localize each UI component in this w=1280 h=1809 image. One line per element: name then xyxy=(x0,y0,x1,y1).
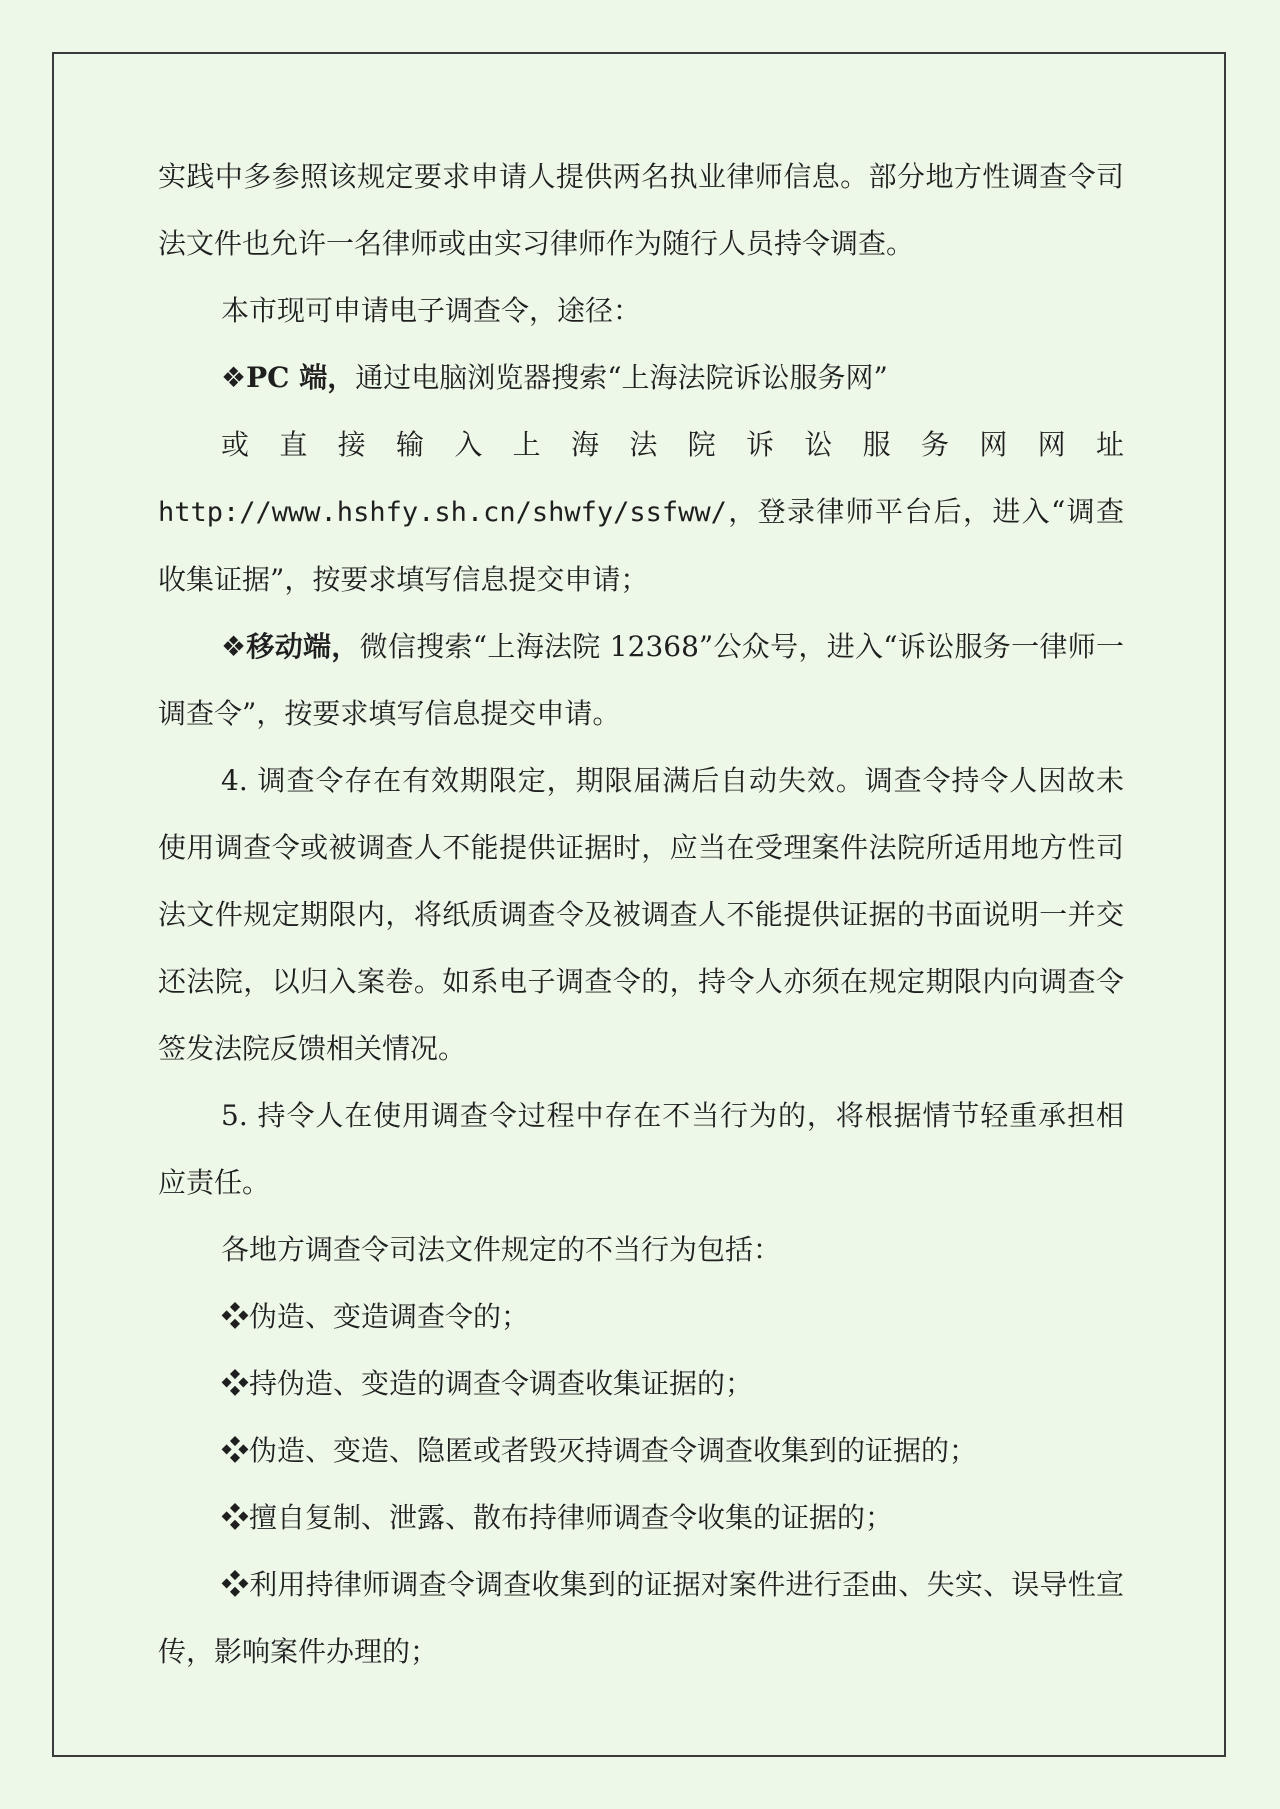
mobile-label: 移动端， xyxy=(246,630,360,663)
bullet-icon: ❖ xyxy=(221,1501,250,1534)
bullet-icon: ❖ xyxy=(221,1434,250,1467)
list-item-misconduct: ❖擅自复制、泄露、散布持律师调查令收集的证据的； xyxy=(221,1501,894,1534)
pc-label: PC 端， xyxy=(246,361,356,394)
court-url: http://www.hshfy.sh.cn/shwfy/ssfww/ xyxy=(158,497,727,528)
list-item-misconduct: ❖持伪造、变造的调查令调查收集证据的； xyxy=(221,1367,754,1400)
paragraph-misconduct-intro: 各地方调查令司法文件规定的不当行为包括： xyxy=(221,1233,782,1266)
pc-continuation: 或直接输入上海法院诉讼服务网网址 xyxy=(221,428,1124,461)
pc-url-line xyxy=(158,478,1124,613)
bullet-icon: ❖ xyxy=(221,361,247,394)
list-item-misconduct: ❖伪造、变造、隐匿或者毁灭持调查令调查收集到的证据的； xyxy=(221,1434,978,1467)
pc-text: 通过电脑浏览器搜索“上海法院诉讼服务网” xyxy=(355,361,888,394)
document-body xyxy=(158,143,1124,1685)
bullet-icon: ❖ xyxy=(221,1568,250,1601)
list-item-misconduct: ❖伪造、变造调查令的； xyxy=(221,1300,530,1333)
mobile-text: 微信搜索“上海法院 12368”公众号，进入“诉讼服务一律师一调查令”，按要求填写信息提交申请。 xyxy=(158,630,1124,730)
item-mobile xyxy=(158,613,1124,747)
bullet-icon: ❖ xyxy=(221,1300,250,1333)
paragraph-5: 5. 持令人在使用调查令过程中存在不当行为的，将根据情节轻重承担相应责任。 xyxy=(158,1099,1124,1199)
bullet-icon: ❖ xyxy=(221,630,247,663)
paragraph-lawyer-info: 实践中多参照该规定要求申请人提供两名执业律师信息。部分地方性调查令司法文件也允许一名律师或由实习律师作为随行人员持令调查。 xyxy=(158,160,1124,260)
list-item-misconduct: ❖利用持律师调查令调查收集到的证据对案件进行歪曲、失实、误导性宣传，影响案件办理的； xyxy=(158,1568,1124,1668)
pc-continuation-2: ，登录律师平台后，进入“调查收集证据”，按要求填写信息提交申请； xyxy=(158,495,1124,596)
bullet-icon: ❖ xyxy=(221,1367,250,1400)
item-pc xyxy=(158,344,1124,411)
paragraph-4: 4. 调查令存在有效期限定，期限届满后自动失效。调查令持令人因故未使用调查令或被调查人不能提供证据时，应当在受理案件法院所适用地方性司法文件规定期限内，将纸质调查令及被调查人不能提供证据的书面说明一并交还法院，以归入案卷。如系电子调查令的，持令人亦须在规定期限内向调查令签发法院反馈相关情况。 xyxy=(158,764,1124,1065)
paragraph-e-order-intro: 本市现可申请电子调查令，途径： xyxy=(221,294,642,327)
